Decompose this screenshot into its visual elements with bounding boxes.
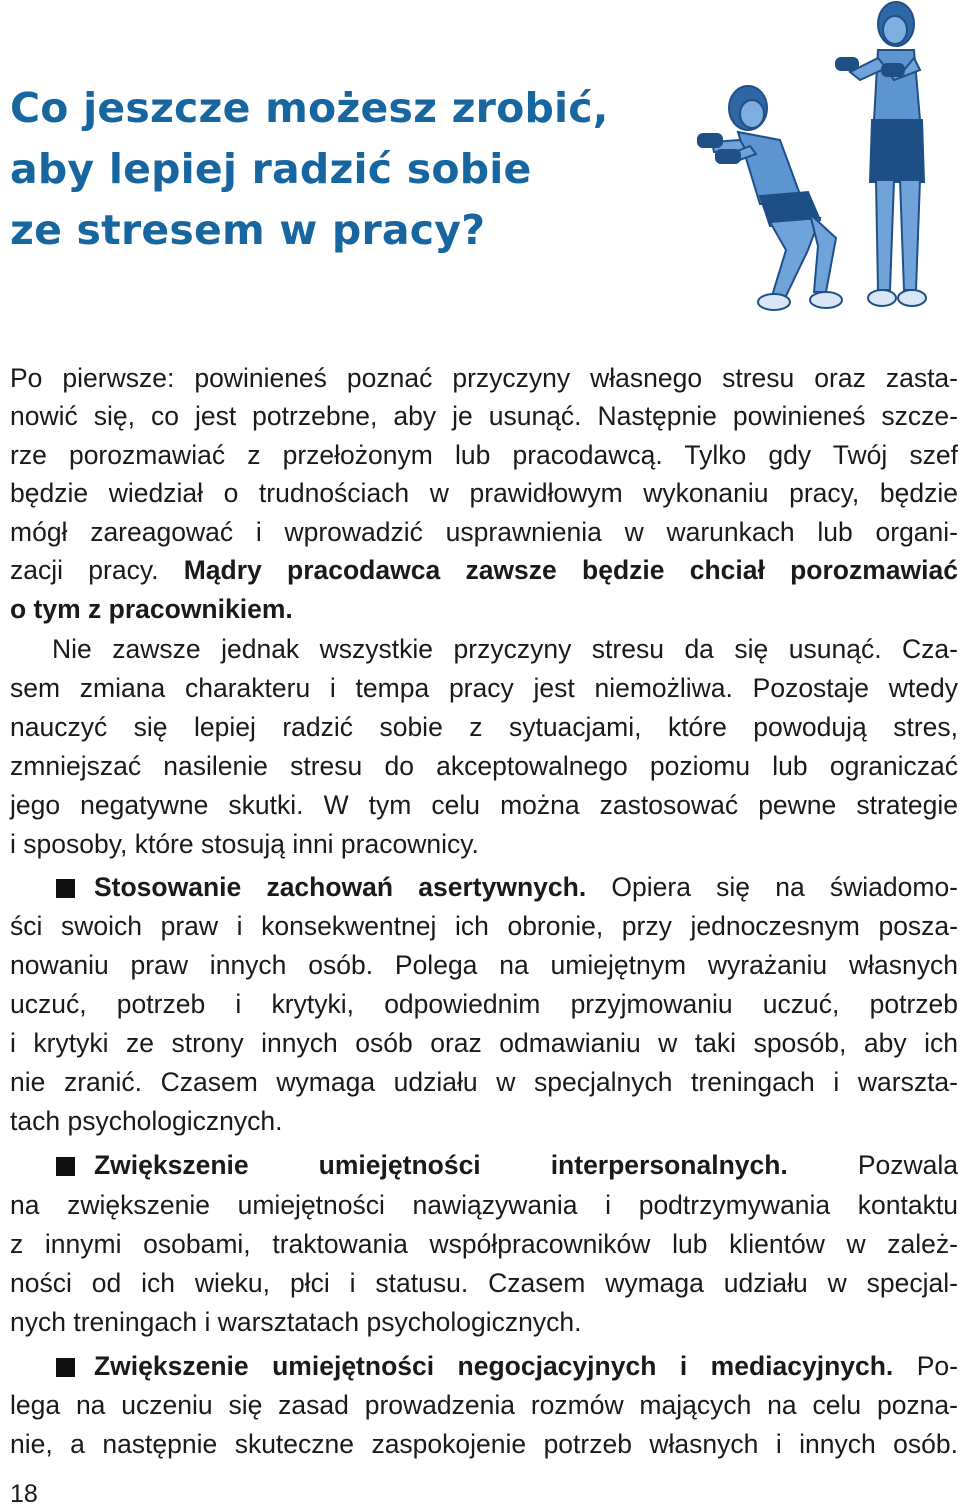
bullet-item-first-line — [94, 1347, 958, 1385]
page-number: 18 — [10, 1480, 38, 1508]
paragraph-line: sem zmiana charakteru i tempa pracy jest niemożliwa. Pozostaje wtedy — [10, 673, 958, 703]
bullet-line: nowaniu praw innych osób. Polega na umiejętnym wyrażaniu własnych — [10, 950, 958, 980]
square-bullet-icon — [56, 1358, 75, 1377]
bullet-line: nie, a następnie skuteczne zaspokojenie potrzeb własnych i innych osób. — [10, 1429, 958, 1459]
bullet-item-first-line — [94, 1146, 958, 1184]
bullet-line: z innymi osobami, traktowania współpracowników lub klientów w zależ- — [10, 1229, 958, 1259]
paragraph-line: zmniejszać nasilenie stresu do akceptowalnego poziomu lub ograniczać — [10, 751, 958, 781]
bullet-heading: Zwiększenie umiejętności negocjacyjnych i mediacyjnych. — [94, 1351, 894, 1381]
title-line: Co jeszcze możesz zrobić, — [10, 84, 609, 132]
intro-line: mógł zareagować i wprowadzić usprawnienia w warunkach lub organi- — [10, 517, 958, 547]
bullet-line: nie zranić. Czasem wymaga udziału w specjalnych treningach i warszta- — [10, 1067, 958, 1097]
bullet-text: Opiera się na świadomo- — [586, 872, 959, 902]
paragraph-line: jego negatywne skutki. W tym celu można zastosować pewne strategie — [10, 790, 958, 820]
bullet-line: ności od ich wieku, płci i statusu. Czasem wymaga udziału w specjal- — [10, 1268, 958, 1298]
intro-line: będzie wiedział o trudnościach w prawidłowym wykonaniu pracy, będzie — [10, 478, 958, 508]
bullet-text: Po- — [893, 1351, 958, 1381]
bullet-line: ści swoich praw i konsekwentnej ich obronie, przy jednoczesnym posza- — [10, 911, 958, 941]
page-title — [10, 78, 690, 261]
bullet-text: Pozwala — [787, 1150, 958, 1180]
women-squat-exercise-illustration — [690, 0, 958, 322]
bullet-line: tach psychologicznych. — [10, 1106, 283, 1136]
intro-line — [10, 551, 958, 589]
bullet-line: nych treningach i warsztatach psychologicznych. — [10, 1307, 582, 1337]
square-bullet-icon — [56, 879, 75, 898]
title-line: ze stresem w pracy? — [10, 206, 486, 254]
intro-line: nowić się, co jest potrzebne, aby je usunąć. Następnie powinieneś szcze- — [10, 401, 958, 431]
bullet-line: na zwiększenie umiejętności nawiązywania i podtrzymywania kontaktu — [10, 1190, 958, 1220]
bullet-line: lega na uczeniu się zasad prowadzenia rozmów mających na celu pozna- — [10, 1390, 958, 1420]
bullet-item-first-line — [94, 868, 958, 906]
bullet-line: i krytyki ze strony innych osób oraz odmawianiu w taki sposób, aby ich — [10, 1028, 958, 1058]
bullet-line: uczuć, potrzeb i krytyki, odpowiednim przyjmowaniu uczuć, potrzeb — [10, 989, 958, 1019]
paragraph-line: i sposoby, które stosują inni pracownicy. — [10, 829, 479, 859]
bullet-heading: Zwiększenie umiejętności interpersonalnych. — [94, 1150, 788, 1180]
paragraph-line: Nie zawsze jednak wszystkie przyczyny stresu da się usunąć. Cza- — [52, 634, 958, 664]
intro-line-text: zacji pracy. — [10, 555, 184, 585]
bullet-heading: Stosowanie zachowań asertywnych. — [94, 872, 587, 902]
square-bullet-icon — [56, 1157, 75, 1176]
intro-emphasis: Mądry pracodawca zawsze będzie chciał porozmawiać — [183, 555, 958, 585]
intro-line — [10, 590, 958, 628]
intro-line: rze porozmawiać z przełożonym lub pracodawcą. Tylko gdy Twój szef — [10, 440, 958, 470]
title-line: aby lepiej radzić sobie — [10, 145, 532, 193]
paragraph-line: nauczyć się lepiej radzić sobie z sytuacjami, które powodują stres, — [10, 712, 958, 742]
intro-line: Po pierwsze: powinieneś poznać przyczyny własnego stresu oraz zasta- — [10, 363, 958, 393]
intro-emphasis: o tym z pracownikiem. — [10, 594, 293, 624]
